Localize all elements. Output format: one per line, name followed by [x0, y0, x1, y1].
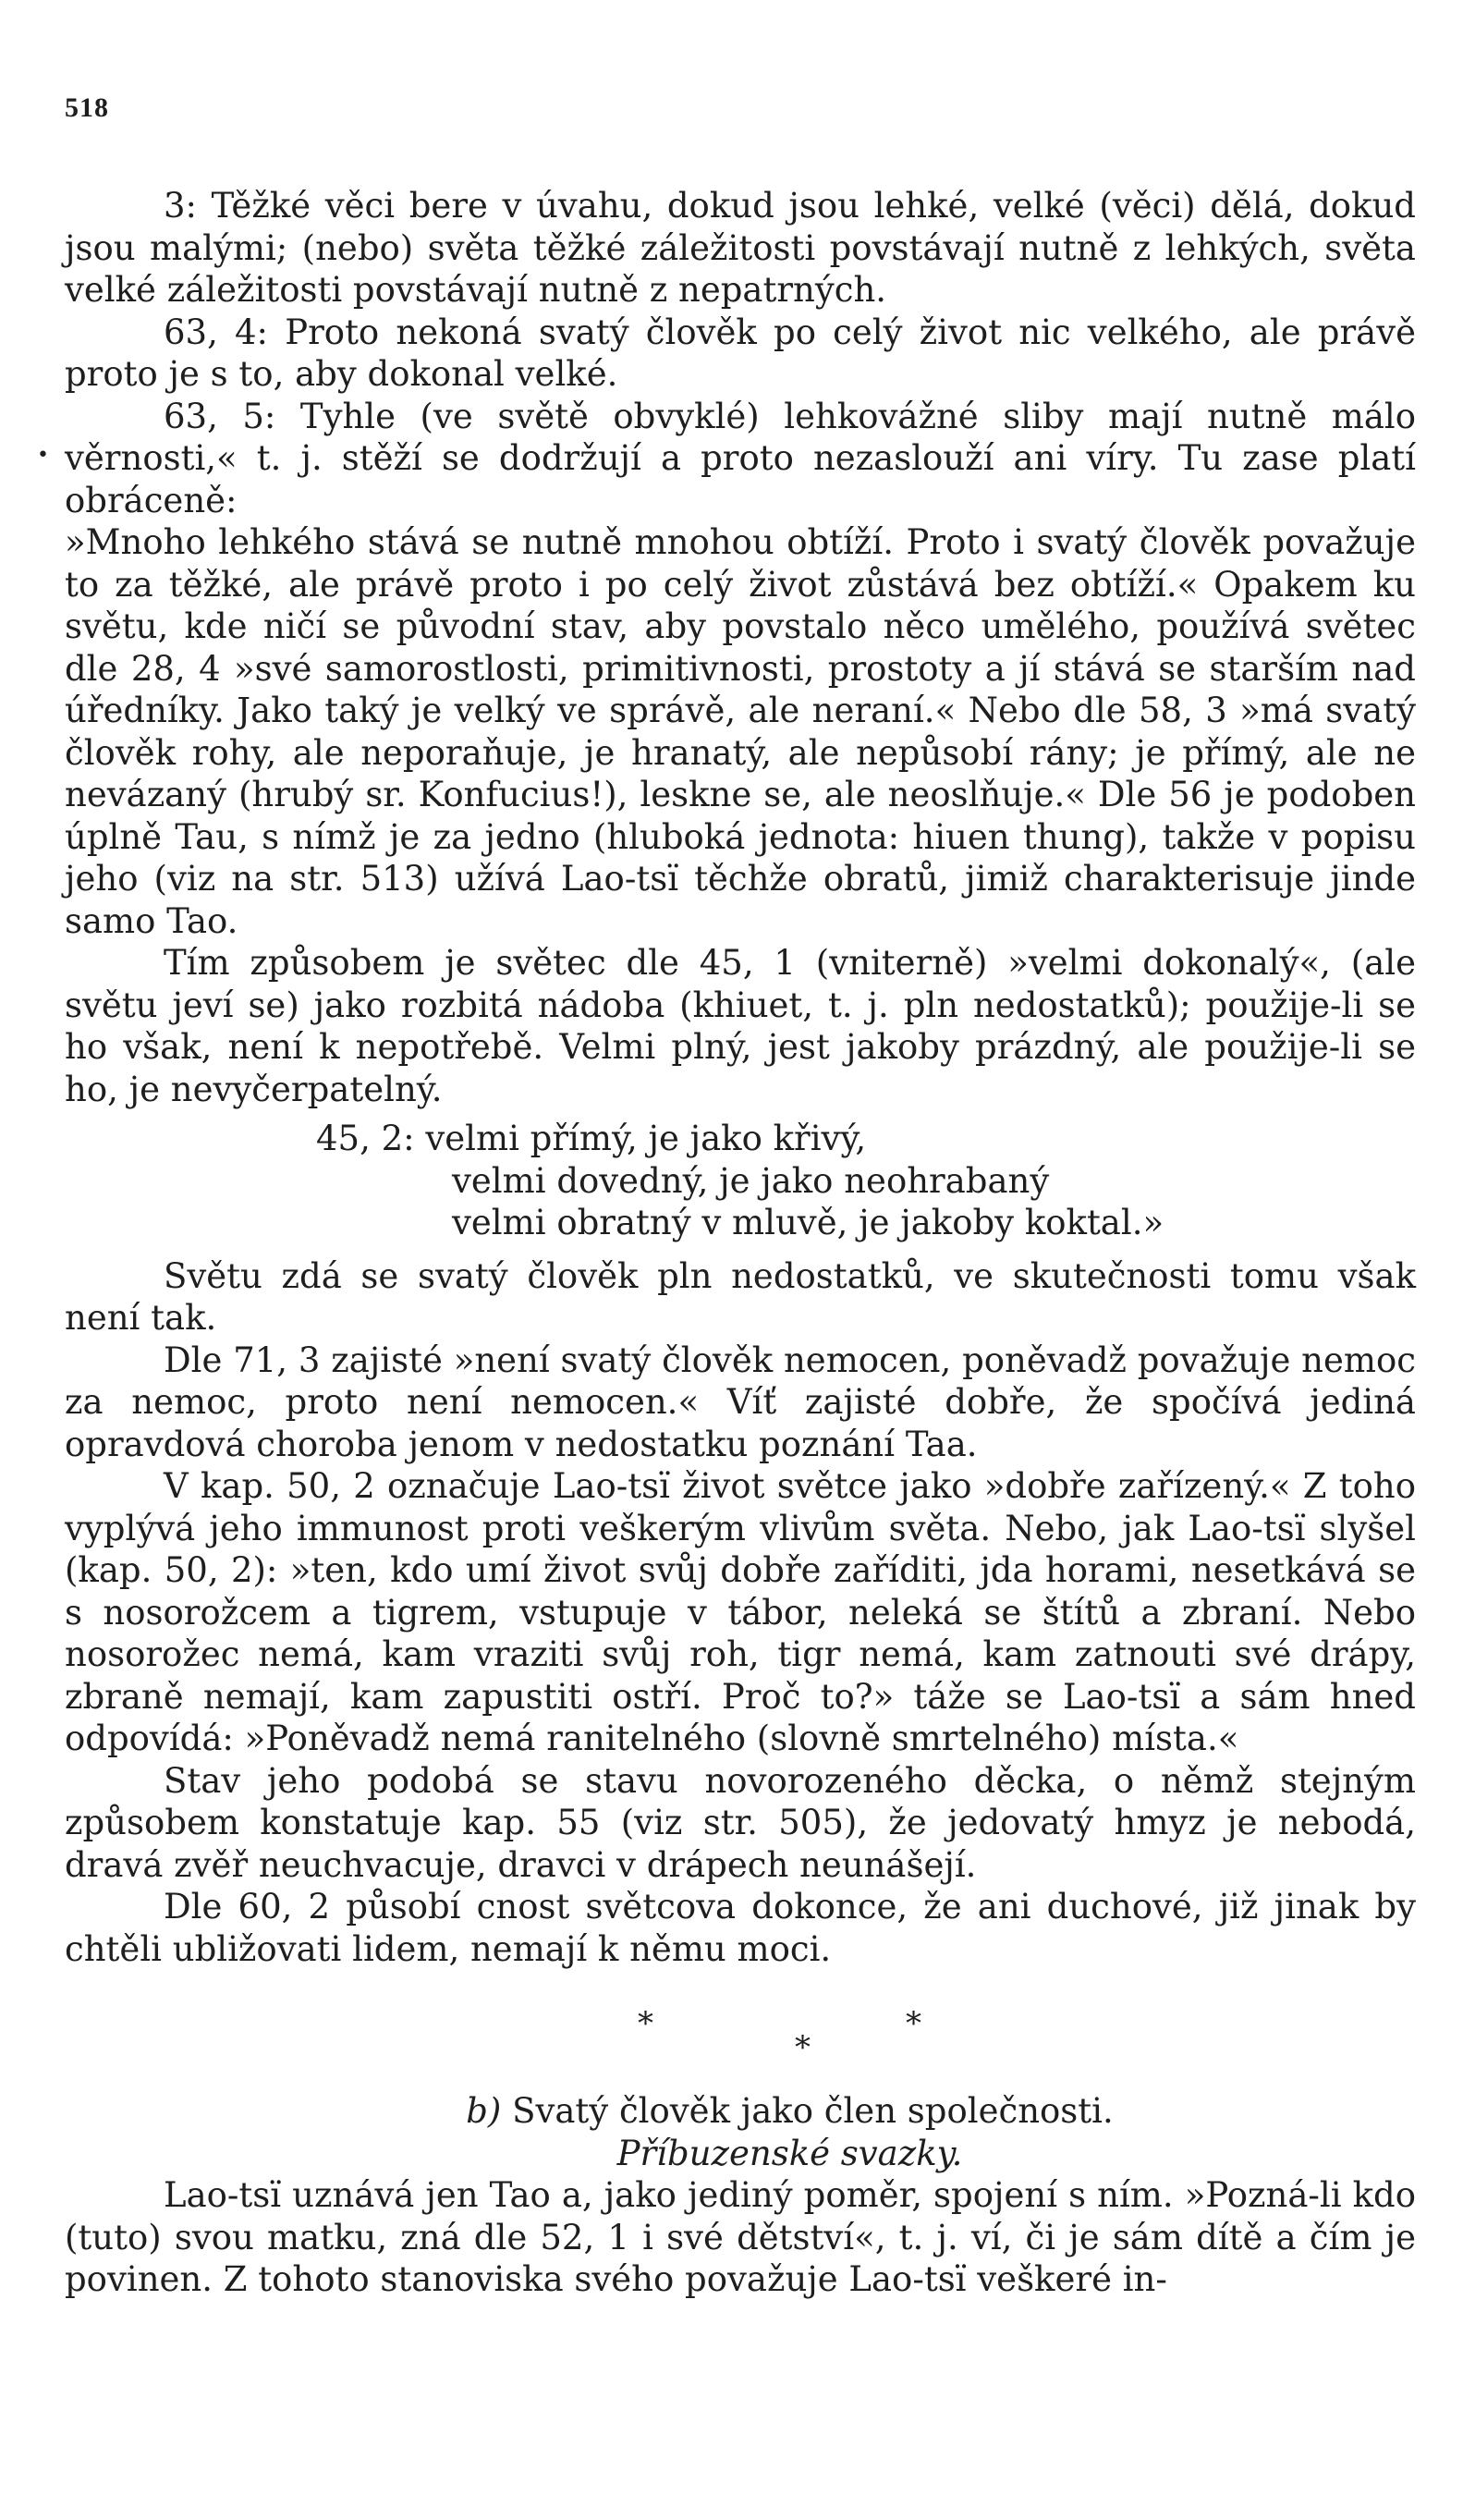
paragraph: »Mnoho lehkého stává se nutně mnohou obtíží. Proto i svatý člověk považuje to za těžké, ale právě proto i po celý život zůstává bez obtíží.« Opakem ku světu, kde ničí se původní stav, aby povstalo něco umělého, používá světec dle 28, 4 »své samorostlosti, primitivnosti, prostoty a jí stává se starším nad úředníky. Jako taký je velký ve správě, ale neraní.« Nebo dle 58, 3 »má svatý člověk rohy, ale neporaňuje, je hranatý, ale nepůsobí rány; je přímý, ale ne nevázaný (hrubý sr. Konfucius!), leskne se, ale neoslňuje.« Dle 56 je podoben úplně Tau, s nímž je za jedno (hluboká jednota: hiuen thung), takže v popisu jeho (viz na str. 513) užívá Lao-tsï těchže obratů, jimiž charakterisuje jinde samo Tao. [65, 522, 1416, 941]
separator-star: * [638, 2005, 653, 2042]
page-number: 518 [65, 92, 109, 123]
paragraph: Dle 71, 3 zajisté »není svatý člověk nemocen, poněvadž považuje nemoc za nemoc, proto není nemocen.« Víť zajisté dobře, že spočívá jediná opravdová choroba jenom v nedostatku poznání Taa. [65, 1340, 1416, 1464]
separator-star: * [795, 2029, 811, 2066]
section-heading [65, 2090, 1416, 2133]
paragraph: 3: Těžké věci bere v úvahu, dokud jsou lehké, velké (věci) dělá, dokud jsou malými; (nebo) světa těžké záležitosti povstávají nutně z lehkých, světa velké záležitosti povstávají nutně z nepatrných. [65, 186, 1416, 310]
paragraph: Světu zdá se svatý člověk pln nedostatků, ve skutečnosti tomu však není tak. [65, 1255, 1416, 1338]
paragraph: Tím způsobem je světec dle 45, 1 (vniterně) »velmi dokonalý«, (ale světu jeví se) jako rozbitá nádoba (khiuet, t. j. pln nedostatků); použije-li se ho však, není k nepotřebě. Velmi plný, jest jakoby prázdný, ale použije-li se ho, je nevyčerpatelný. [65, 943, 1416, 1109]
paragraph: 63, 4: Proto nekoná svatý člověk po celý život nic velkého, ale právě proto je s to, aby dokonal velké. [65, 312, 1416, 394]
section-separator [65, 2003, 1416, 2066]
section-title: Svatý člověk jako člen společnosti. [512, 2091, 1114, 2131]
verse-line: velmi obratný v mluvě, je jakoby koktal.» [452, 1203, 1164, 1242]
verse-line: velmi dovedný, je jako neohrabaný [452, 1160, 1050, 1201]
paragraph: Stav jeho podobá se stavu novorozeného děcka, o němž stejným způsobem konstatuje kap. 55 (viz str. 505), že jedovatý hmyz je nebodá, dravá zvěř neuchvacuje, dravci v drápech neunášejí. [65, 1760, 1416, 1885]
paragraph: Dle 60, 2 působí cnost světcova dokonce, že ani duchové, již jinak by chtěli ubližovati lidem, nemají k němu moci. [65, 1887, 1416, 1969]
verse-line: 45, 2: velmi přímý, je jako křivý, [316, 1119, 867, 1158]
paragraph: Lao-tsï uznává jen Tao a, jako jediný poměr, spojení s ním. »Pozná-li kdo (tuto) svou matku, zná dle 52, 1 i své dětství«, t. j. ví, či je sám dítě a čím je povinen. Z tohoto stanoviska svého považuje Lao-tsï veškeré in- [65, 2175, 1416, 2299]
verse-quote [316, 1118, 1416, 1244]
subsection-heading: Příbuzenské svazky. [616, 2133, 963, 2173]
separator-star: * [906, 2005, 921, 2042]
margin-mark: • [37, 444, 49, 467]
paragraph: V kap. 50, 2 označuje Lao-tsï život světce jako »dobře zařízený.« Z toho vyplývá jeho immunost proti veškerým vlivům světa. Nebo, jak Lao-tsï slyšel (kap. 50, 2): »ten, kdo umí život svůj dobře zaříditi, jda horami, nesetkává se s nosorožcem a tigrem, vstupuje v tábor, neleká se štítů a zbraní. Nebo nosorožec nemá, kam vraziti svůj roh, tigr nemá, kam zatnouti své drápy, zbraně nemají, kam zapustiti ostří. Proč to?» táže se Lao-tsï a sám hned odpovídá: »Poněvadž nemá ranitelného (slovně smrtelného) místa.« [65, 1466, 1416, 1758]
body-text [65, 185, 1416, 2301]
section-letter: b) [466, 2091, 502, 2131]
paragraph: 63, 5: Tyhle (ve světě obvyklé) lehkovážné sliby mají nutně málo věrnosti,« t. j. stěží se dodržují a proto nezaslouží ani víry. Tu zase platí obráceně: [65, 396, 1416, 520]
